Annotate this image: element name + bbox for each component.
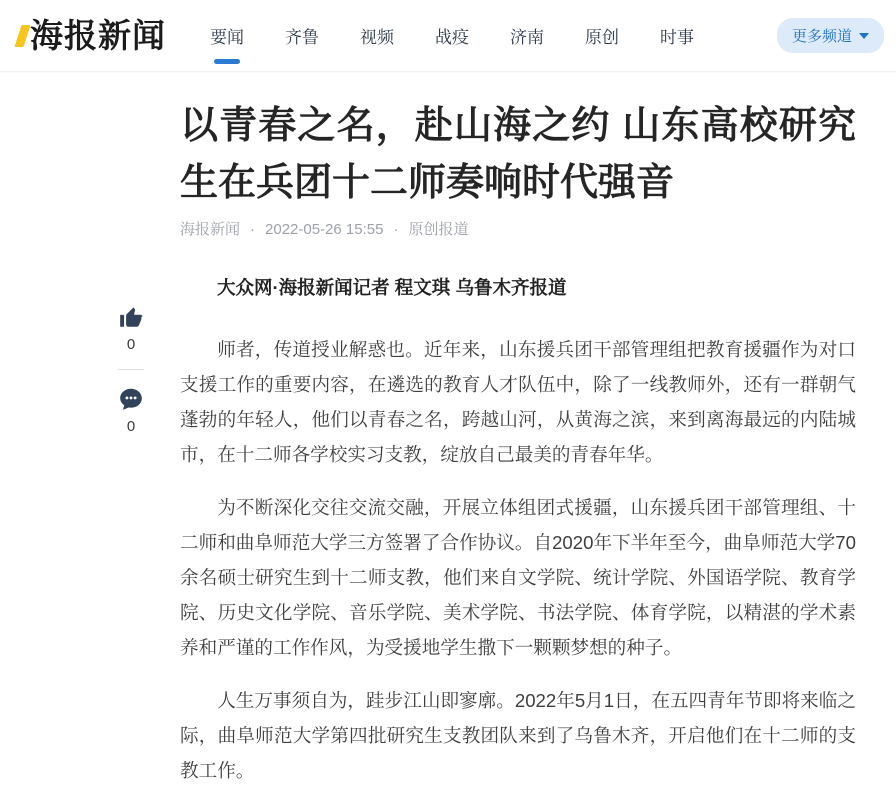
comment-button[interactable] xyxy=(112,386,150,435)
nav-item-label: 齐鲁 xyxy=(285,28,319,47)
nav-item-label: 要闻 xyxy=(210,28,244,47)
logo-text: 海报新闻 xyxy=(30,16,166,55)
nav-item-jinan[interactable] xyxy=(510,17,544,54)
nav-item-shishi[interactable] xyxy=(660,17,694,54)
active-tab-underline xyxy=(214,59,240,64)
article-paragraph: 人生万事须自为，跬步江山即寥廓。2022年5月1日，在五四青年节即将来临之际，曲阜师范大学第四批研究生支教团队来到了乌鲁木齐，开启他们在十二师的支教工作。 xyxy=(180,690,856,781)
nav-item-shipin[interactable] xyxy=(360,17,394,54)
comment-count: 0 xyxy=(126,418,136,435)
article xyxy=(180,98,856,788)
comment-icon xyxy=(118,386,144,412)
article-source: 海报新闻 xyxy=(180,221,241,238)
more-channels-button[interactable] xyxy=(777,18,884,53)
nav-item-yuanchuang[interactable] xyxy=(585,17,619,54)
nav-item-label: 济南 xyxy=(510,28,544,47)
byline-dot: · xyxy=(393,221,399,238)
nav-item-label: 战疫 xyxy=(435,28,469,47)
site-header xyxy=(0,0,896,72)
more-channels-label: 更多频道 xyxy=(791,28,852,45)
nav-item-label: 时事 xyxy=(660,28,694,47)
nav-item-label: 视频 xyxy=(360,28,394,47)
logo-yellow-accent xyxy=(14,25,30,47)
action-rail xyxy=(112,304,150,435)
thumbs-up-icon xyxy=(118,304,144,330)
like-count: 0 xyxy=(126,336,136,353)
article-byline xyxy=(180,220,856,240)
nav-item-qilu[interactable] xyxy=(285,17,319,54)
rail-divider xyxy=(118,369,144,370)
article-page xyxy=(0,98,896,788)
top-nav xyxy=(210,17,694,54)
article-tag: 原创报道 xyxy=(408,221,469,238)
reporter-line: 大众网·海报新闻记者 程文琪 乌鲁木齐报道 xyxy=(217,277,567,298)
nav-item-zhanyi[interactable] xyxy=(435,17,469,54)
nav-item-yaowen[interactable] xyxy=(210,17,244,54)
like-button[interactable] xyxy=(112,304,150,353)
article-paragraph: 师者，传道授业解惑也。近年来，山东援兵团干部管理组把教育援疆作为对口支援工作的重要内容，在遴选的教育人才队伍中，除了一线教师外，还有一群朝气蓬勃的年轻人，他们以青春之名，跨越山河，从黄海之滨，来到离海最远的内陆城市，在十二师各学校实习支教，绽放自己最美的青春年华。 xyxy=(180,339,856,465)
caret-down-icon xyxy=(859,33,869,39)
nav-item-label: 原创 xyxy=(585,28,619,47)
article-paragraph: 为不断深化交往交流交融，开展立体组团式援疆，山东援兵团干部管理组、十二师和曲阜师范大学三方签署了合作协议。自2020年下半年至今，曲阜师范大学70余名硕士研究生到十二师支教，他们来自文学院、统计学院、外国语学院、教育学院、历史文化学院、音乐学院、美术学院、书法学院、体育学院，以精湛的学术素养和严谨的工作作风，为受援地学生撒下一颗颗梦想的种子。 xyxy=(180,497,856,658)
site-logo[interactable] xyxy=(18,16,166,55)
byline-dot: · xyxy=(250,221,256,238)
article-datetime: 2022-05-26 15:55 xyxy=(265,221,384,238)
article-title: 以青春之名，赴山海之约 山东高校研究生在兵团十二师奏响时代强音 xyxy=(180,105,856,204)
